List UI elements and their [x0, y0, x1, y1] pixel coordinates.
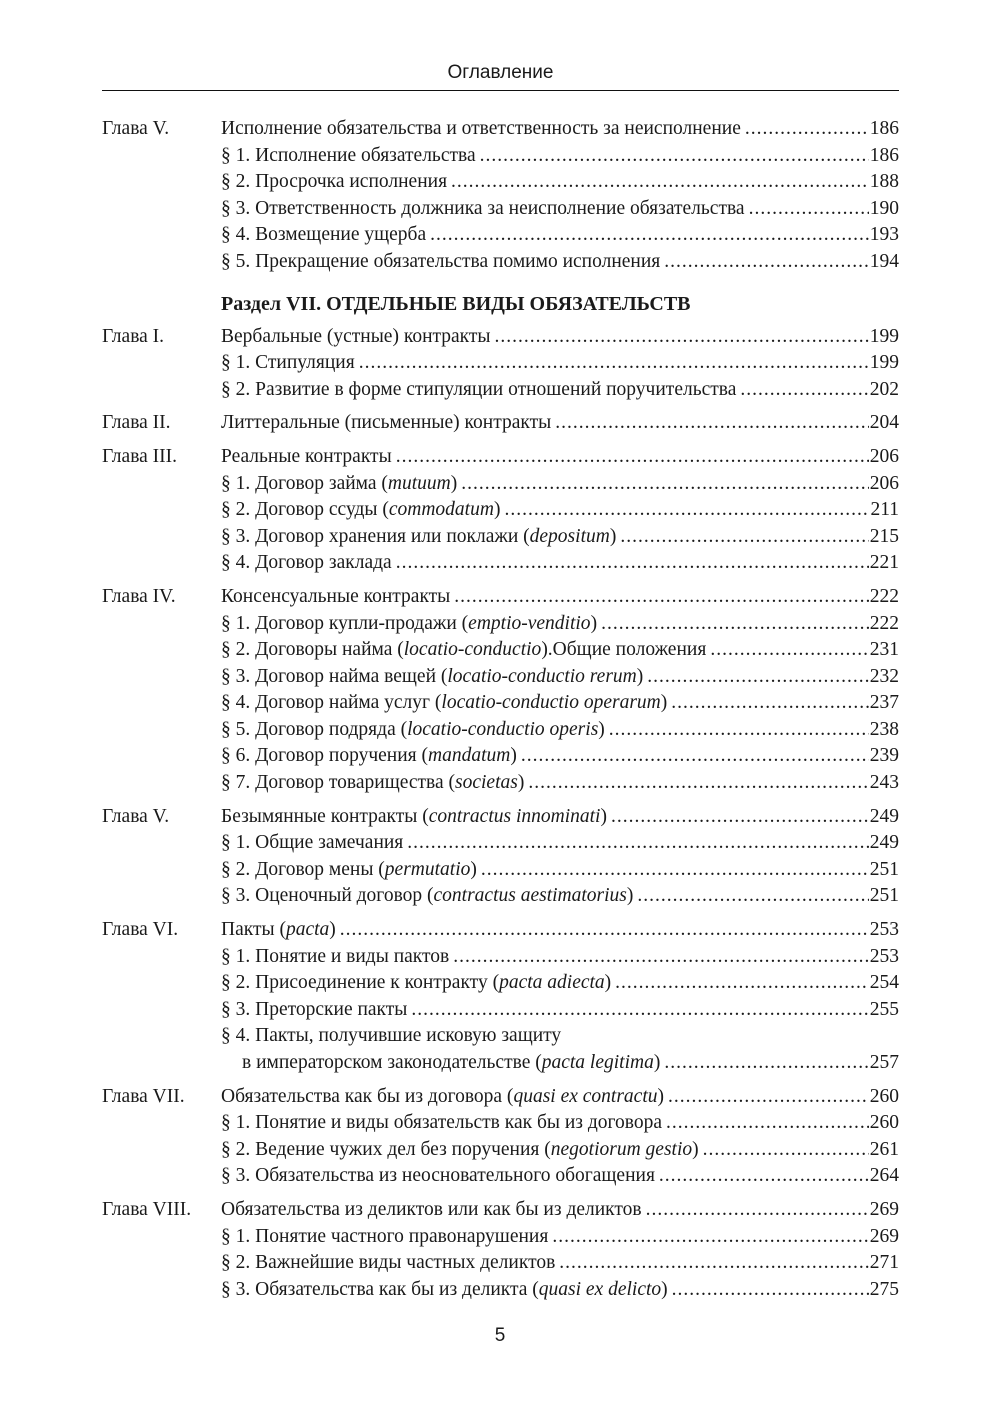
chapter-label [102, 883, 221, 910]
entry-title-suffix: ) [636, 665, 644, 687]
entry-title [221, 1137, 699, 1164]
dot-leader [740, 377, 868, 404]
entry-title-text: § 3. Договор хранения или поклажи ( [221, 525, 530, 547]
chapter-label [102, 717, 221, 744]
entry-title [221, 324, 491, 351]
toc-entry[interactable] [102, 743, 899, 770]
dot-leader [745, 116, 869, 143]
entry-title [221, 1224, 548, 1251]
entry-latin-term: locatio-conductio rerum [447, 665, 637, 687]
entry-title-text: § 4. Пакты, получившие исковую защиту [221, 1025, 562, 1047]
chapter-label [102, 690, 221, 717]
chapter-label [102, 637, 221, 664]
chapter-group [102, 917, 899, 1077]
entry-title-suffix: ).Общие положения [541, 639, 707, 661]
toc-entry[interactable] [102, 377, 899, 404]
page-ref: 206 [869, 472, 899, 494]
dot-leader [646, 1197, 869, 1224]
dot-leader [601, 611, 869, 638]
dot-leader [495, 324, 869, 351]
toc-entry[interactable] [102, 690, 899, 717]
page-ref: 269 [869, 1198, 899, 1220]
dot-leader [528, 770, 868, 797]
chapter-label [102, 1110, 221, 1137]
page-ref: 260 [869, 1112, 899, 1134]
page-ref: 269 [869, 1225, 899, 1247]
entry-latin-term: depositum [529, 525, 610, 547]
entry-title-text: § 3. Договор найма вещей ( [221, 665, 448, 687]
page-ref: 232 [869, 665, 899, 687]
page-ref: 260 [869, 1085, 899, 1107]
entry-latin-term: locatio-conductio operis [407, 718, 599, 740]
entry-title-text: § 3. Ответственность должника за неисполнение обязательства [221, 197, 745, 219]
entry-title [221, 664, 643, 691]
toc-entry[interactable] [102, 410, 899, 437]
dot-leader [611, 804, 869, 831]
entry-title-suffix: ) [661, 1278, 668, 1300]
entry-title [221, 1197, 642, 1224]
dot-leader [609, 717, 869, 744]
chapter-label [102, 249, 221, 276]
entry-title-text: § 1. Понятие и виды обязательств как бы из договора [221, 1112, 663, 1134]
header-rule [102, 90, 899, 91]
entry-title-text: § 5. Прекращение обязательства помимо исполнения [221, 250, 661, 272]
dot-leader [396, 550, 869, 577]
entry-latin-term: locatio-conductio operarum [441, 692, 661, 714]
toc-entry[interactable] [102, 1163, 899, 1190]
entry-title-suffix: ) [450, 472, 458, 494]
entry-title-text: § 7. Договор товарищества ( [221, 772, 455, 794]
chapter-label: Глава VI. [102, 919, 179, 941]
entry-title-text: § 2. Ведение чужих дел без поручения ( [221, 1138, 551, 1160]
entry-title [221, 222, 426, 249]
page-ref: 239 [869, 745, 899, 767]
chapter-label [102, 169, 221, 196]
page-ref: 264 [869, 1165, 899, 1187]
chapter-label: Глава I. [102, 325, 165, 347]
entry-latin-term: permutatio [384, 858, 471, 880]
entry-title [221, 1163, 655, 1190]
toc-entry[interactable] [102, 249, 899, 276]
entry-title [221, 116, 741, 143]
toc-entry[interactable] [102, 883, 899, 910]
entry-latin-term: pacta [285, 919, 330, 941]
toc-entry[interactable] [102, 324, 899, 351]
entry-title-text: в императорском законодательстве ( [242, 1052, 542, 1073]
chapter-label: Глава VIII. [102, 1198, 192, 1220]
page-ref: 254 [869, 972, 899, 994]
entry-title [221, 857, 477, 884]
chapter-label [102, 1050, 221, 1077]
entry-title-suffix: ) [692, 1138, 699, 1160]
entry-title [221, 584, 450, 611]
entry-title-suffix: ) [329, 919, 336, 941]
entry-title [221, 1084, 664, 1111]
chapter-label [102, 857, 221, 884]
toc-entry[interactable] [102, 664, 899, 691]
dot-leader [340, 917, 869, 944]
entry-title-text: Исполнение обязательства и ответственность за неисполнение [221, 118, 741, 139]
entry-title-text: § 1. Договор займа ( [221, 472, 388, 494]
entry-title [221, 444, 392, 471]
chapter-group [102, 324, 899, 404]
chapter-label [102, 970, 221, 997]
entry-title-text: Реальные контракты [221, 445, 392, 467]
page-ref: 238 [869, 718, 899, 740]
entry-title-text: § 1. Понятие и виды пактов [221, 945, 450, 967]
page-ref: 215 [869, 525, 899, 547]
entry-title-suffix: ) [590, 612, 598, 634]
toc-entry[interactable] [102, 497, 899, 524]
dot-leader [668, 1084, 869, 1111]
entry-latin-term: societas [455, 772, 518, 794]
toc-entry[interactable] [102, 1050, 899, 1077]
entry-title-text: § 1. Исполнение обязательства [221, 144, 476, 166]
chapter-label [102, 1224, 221, 1251]
toc-entry[interactable] [102, 196, 899, 223]
entry-title [221, 970, 611, 997]
entry-title-text: § 2. Договор ссуды ( [221, 499, 389, 521]
entry-title-text: § 1. Договор купли-продажи ( [221, 612, 469, 634]
toc-entry[interactable] [102, 143, 899, 170]
chapter-label [102, 1023, 221, 1050]
dot-leader [666, 1110, 869, 1137]
chapter-label [102, 377, 221, 404]
entry-title-suffix: ) [470, 858, 477, 880]
dot-leader [454, 584, 868, 611]
entry-latin-term: negotiorum gestio [550, 1138, 693, 1160]
entry-latin-term: contractus aestimatorius [433, 885, 627, 907]
toc-entry[interactable] [102, 1137, 899, 1164]
dot-leader [659, 1163, 869, 1190]
dot-leader [461, 471, 868, 498]
page-ref: 221 [869, 552, 899, 574]
entry-title [221, 524, 616, 551]
entry-title [221, 944, 449, 971]
chapter-label: Глава V. [102, 805, 170, 827]
toc-entry[interactable] [102, 1224, 899, 1251]
entry-title-suffix: ) [517, 772, 525, 794]
page-ref: 261 [869, 1138, 899, 1160]
page-ref: 199 [869, 325, 899, 347]
entry-latin-term: commodatum [388, 499, 494, 521]
entry-title-text: § 4. Договор заклада [221, 552, 392, 574]
toc-entry[interactable] [102, 222, 899, 249]
dot-leader [664, 1050, 868, 1077]
entry-title [221, 143, 476, 170]
toc-entry[interactable] [102, 471, 899, 498]
chapter-label: Глава V. [102, 118, 170, 139]
chapter-label: Глава II. [102, 412, 171, 434]
entry-title [221, 1250, 555, 1277]
dot-leader [480, 143, 869, 170]
chapter-label [102, 664, 221, 691]
entry-title [221, 1023, 561, 1050]
chapter-label [102, 143, 221, 170]
dot-leader [647, 664, 869, 691]
toc-entry[interactable] [102, 770, 899, 797]
chapter-label [102, 524, 221, 551]
entry-title [221, 804, 607, 831]
entry-title-text: § 2. Просрочка исполнения [221, 171, 448, 193]
entry-title-text: Консенсуальные контракты [221, 585, 451, 607]
toc-entry[interactable] [102, 1110, 899, 1137]
entry-title [221, 637, 706, 664]
chapter-label [102, 830, 221, 857]
dot-leader [710, 637, 868, 664]
chapter-label [102, 350, 221, 377]
toc-entry[interactable] [102, 717, 899, 744]
page-ref: 186 [869, 144, 899, 166]
entry-latin-term: locatio-conductio [403, 639, 542, 661]
entry-title-suffix: ) [600, 805, 607, 827]
toc-entry[interactable] [102, 1277, 899, 1304]
entry-title-suffix: ) [604, 972, 612, 994]
toc-entry[interactable] [102, 116, 899, 143]
dot-leader [552, 1224, 868, 1251]
dot-leader [411, 997, 868, 1024]
toc-entry[interactable] [102, 524, 899, 551]
dot-leader [521, 743, 869, 770]
entry-title-text: § 2. Важнейшие виды частных деликтов [221, 1252, 556, 1274]
toc-entry[interactable] [102, 584, 899, 611]
entry-title-text: Обязательства как бы из договора ( [221, 1085, 514, 1107]
toc-entry[interactable] [102, 857, 899, 884]
dot-leader [749, 196, 869, 223]
chapter-label [102, 997, 221, 1024]
chapter-label [102, 196, 221, 223]
entry-title [221, 717, 605, 744]
entry-title-text: § 6. Договор поручения ( [221, 745, 428, 767]
dot-leader [620, 524, 868, 551]
page-ref: 204 [869, 412, 899, 434]
entry-title [221, 169, 447, 196]
dot-leader [559, 1250, 868, 1277]
toc-entry[interactable] [102, 830, 899, 857]
entry-title-text: § 2. Договоры найма ( [221, 639, 404, 661]
page-ref: 249 [869, 832, 899, 854]
dot-leader [430, 222, 869, 249]
toc-entry[interactable] [102, 997, 899, 1024]
entry-title [221, 410, 551, 437]
page-ref: 253 [869, 919, 899, 941]
chapter-label [102, 497, 221, 524]
toc-entry[interactable] [102, 611, 899, 638]
entry-title-text: § 4. Договор найма услуг ( [221, 692, 442, 714]
toc-entry[interactable] [102, 1084, 899, 1111]
toc-entry[interactable] [102, 1023, 899, 1050]
table-of-contents [102, 116, 899, 1310]
entry-title [221, 350, 355, 377]
entry-title [221, 917, 336, 944]
toc-entry[interactable] [102, 637, 899, 664]
chapter-label [102, 944, 221, 971]
page-ref: 255 [869, 998, 899, 1020]
entry-title-suffix: ) [609, 525, 617, 547]
dot-leader [407, 830, 868, 857]
page-ref: 211 [870, 499, 899, 521]
chapter-label [102, 550, 221, 577]
entry-title [221, 743, 517, 770]
entry-latin-term: mutuum [387, 472, 451, 494]
chapter-label [102, 1137, 221, 1164]
entry-latin-term: emptio-venditio [468, 612, 591, 634]
chapter-label: Глава VII. [102, 1085, 185, 1107]
page-ref: 188 [869, 171, 899, 193]
entry-latin-term: quasi ex contractu [513, 1085, 658, 1107]
chapter-label [102, 611, 221, 638]
toc-entry[interactable] [102, 970, 899, 997]
entry-title [221, 690, 667, 717]
toc-entry[interactable] [102, 169, 899, 196]
entry-title-text: § 1. Понятие частного правонарушения [221, 1225, 549, 1247]
running-header: Оглавление [447, 62, 554, 83]
entry-title-text: § 2. Договор мены ( [221, 858, 385, 880]
entry-title-text: § 3. Обязательства из неосновательного обогащения [221, 1165, 655, 1187]
dot-leader [703, 1137, 869, 1164]
chapter-label: Глава III. [102, 445, 178, 467]
page-ref: 243 [869, 772, 899, 794]
entry-title [221, 497, 500, 524]
chapter-label [102, 471, 221, 498]
page-ref: 206 [869, 445, 899, 467]
page-ref: 186 [869, 118, 899, 139]
page-ref: 257 [869, 1052, 899, 1073]
page-number: 5 [494, 1325, 506, 1346]
page-ref: 231 [869, 639, 899, 661]
chapter-label [102, 770, 221, 797]
chapter-group [102, 444, 899, 577]
entry-latin-term: quasi ex delicto [538, 1278, 662, 1300]
entry-title-text: § 3. Преторские пакты [221, 998, 408, 1020]
toc-entry[interactable] [102, 917, 899, 944]
dot-leader [359, 350, 869, 377]
dot-leader [672, 1277, 869, 1304]
entry-title-text: Обязательства из деликтов или как бы из деликтов [221, 1198, 642, 1220]
chapter-label [102, 1250, 221, 1277]
toc-entry[interactable] [102, 444, 899, 471]
dot-leader [481, 857, 869, 884]
page-ref: 249 [869, 805, 899, 827]
entry-title-text: Вербальные (устные) контракты [221, 325, 491, 347]
toc-entry[interactable] [102, 1250, 899, 1277]
entry-title-suffix: ) [660, 692, 668, 714]
entry-title [221, 997, 407, 1024]
dot-leader [504, 497, 869, 524]
entry-title-suffix: ) [493, 499, 501, 521]
entry-title [221, 830, 403, 857]
entry-title [221, 249, 660, 276]
chapter-label [102, 743, 221, 770]
toc-entry[interactable] [102, 350, 899, 377]
dot-leader [664, 249, 868, 276]
entry-latin-term: contractus innominati [428, 805, 601, 827]
chapter-group [102, 804, 899, 910]
entry-title [221, 550, 392, 577]
dot-leader [637, 883, 868, 910]
entry-title-text: § 4. Возмещение ущерба [221, 224, 427, 246]
entry-title-suffix: ) [510, 745, 517, 767]
chapter-label [102, 1163, 221, 1190]
page-ref: 202 [869, 378, 899, 400]
dot-leader [396, 444, 869, 471]
page-ref: 199 [869, 352, 899, 374]
toc-entry[interactable] [102, 944, 899, 971]
entry-title-text: § 2. Развитие в форме стипуляции отношений поручительства [221, 378, 737, 400]
page-ref: 222 [869, 612, 899, 634]
entry-title-text: Литтеральные (письменные) контракты [221, 412, 552, 434]
entry-latin-term: pacta adiecta [499, 972, 605, 994]
entry-title [221, 611, 597, 638]
entry-title-text: § 1. Общие замечания [221, 832, 404, 854]
chapter-group [102, 116, 899, 276]
entry-title-suffix: ) [598, 718, 605, 740]
section-heading: Раздел VII. ОТДЕЛЬНЫЕ ВИДЫ ОБЯЗАТЕЛЬСТВ [221, 292, 691, 315]
page-ref: 251 [869, 885, 899, 907]
entry-title [221, 471, 457, 498]
entry-title-suffix: ) [626, 885, 634, 907]
page-ref: 237 [869, 692, 899, 714]
entry-title-text: § 3. Обязательства как бы из деликта ( [221, 1278, 539, 1300]
chapter-group [102, 1197, 899, 1303]
page-ref: 193 [869, 224, 899, 246]
page-ref: 275 [869, 1278, 899, 1300]
entry-title [221, 770, 524, 797]
entry-title-text: Пакты ( [221, 919, 286, 941]
dot-leader [453, 944, 869, 971]
page-ref: 253 [869, 945, 899, 967]
chapter-label [102, 222, 221, 249]
chapter-group [102, 1084, 899, 1190]
chapter-label: Глава IV. [102, 585, 176, 607]
chapter-label [102, 1277, 221, 1304]
toc-entry[interactable] [102, 1197, 899, 1224]
entry-title-suffix: ) [653, 1052, 661, 1073]
entry-title [221, 1050, 660, 1077]
dot-leader [615, 970, 869, 997]
page-ref: 251 [869, 858, 899, 880]
entry-title-text: § 1. Стипуляция [221, 352, 355, 374]
dot-leader [451, 169, 869, 196]
entry-title-text: Безымянные контракты ( [221, 805, 429, 827]
entry-title [221, 1110, 662, 1137]
entry-title [221, 196, 745, 223]
entry-latin-term: mandatum [428, 745, 511, 767]
chapter-group [102, 584, 899, 797]
toc-entry[interactable] [102, 550, 899, 577]
entry-title [221, 1277, 668, 1304]
dot-leader [671, 690, 869, 717]
page-ref: 271 [869, 1252, 899, 1274]
page-ref: 222 [869, 585, 899, 607]
entry-latin-term: pacta legitima [541, 1052, 654, 1073]
toc-entry[interactable] [102, 804, 899, 831]
chapter-group [102, 410, 899, 437]
entry-title-text: § 2. Присоединение к контракту ( [221, 972, 500, 994]
entry-title-text: § 3. Оценочный договор ( [221, 885, 434, 907]
dot-leader [555, 410, 869, 437]
entry-title-suffix: ) [657, 1085, 664, 1107]
entry-title-text: § 5. Договор подряда ( [221, 718, 408, 740]
page-ref: 194 [869, 250, 899, 272]
entry-title [221, 883, 633, 910]
entry-title [221, 377, 736, 404]
page-ref: 190 [869, 197, 899, 219]
